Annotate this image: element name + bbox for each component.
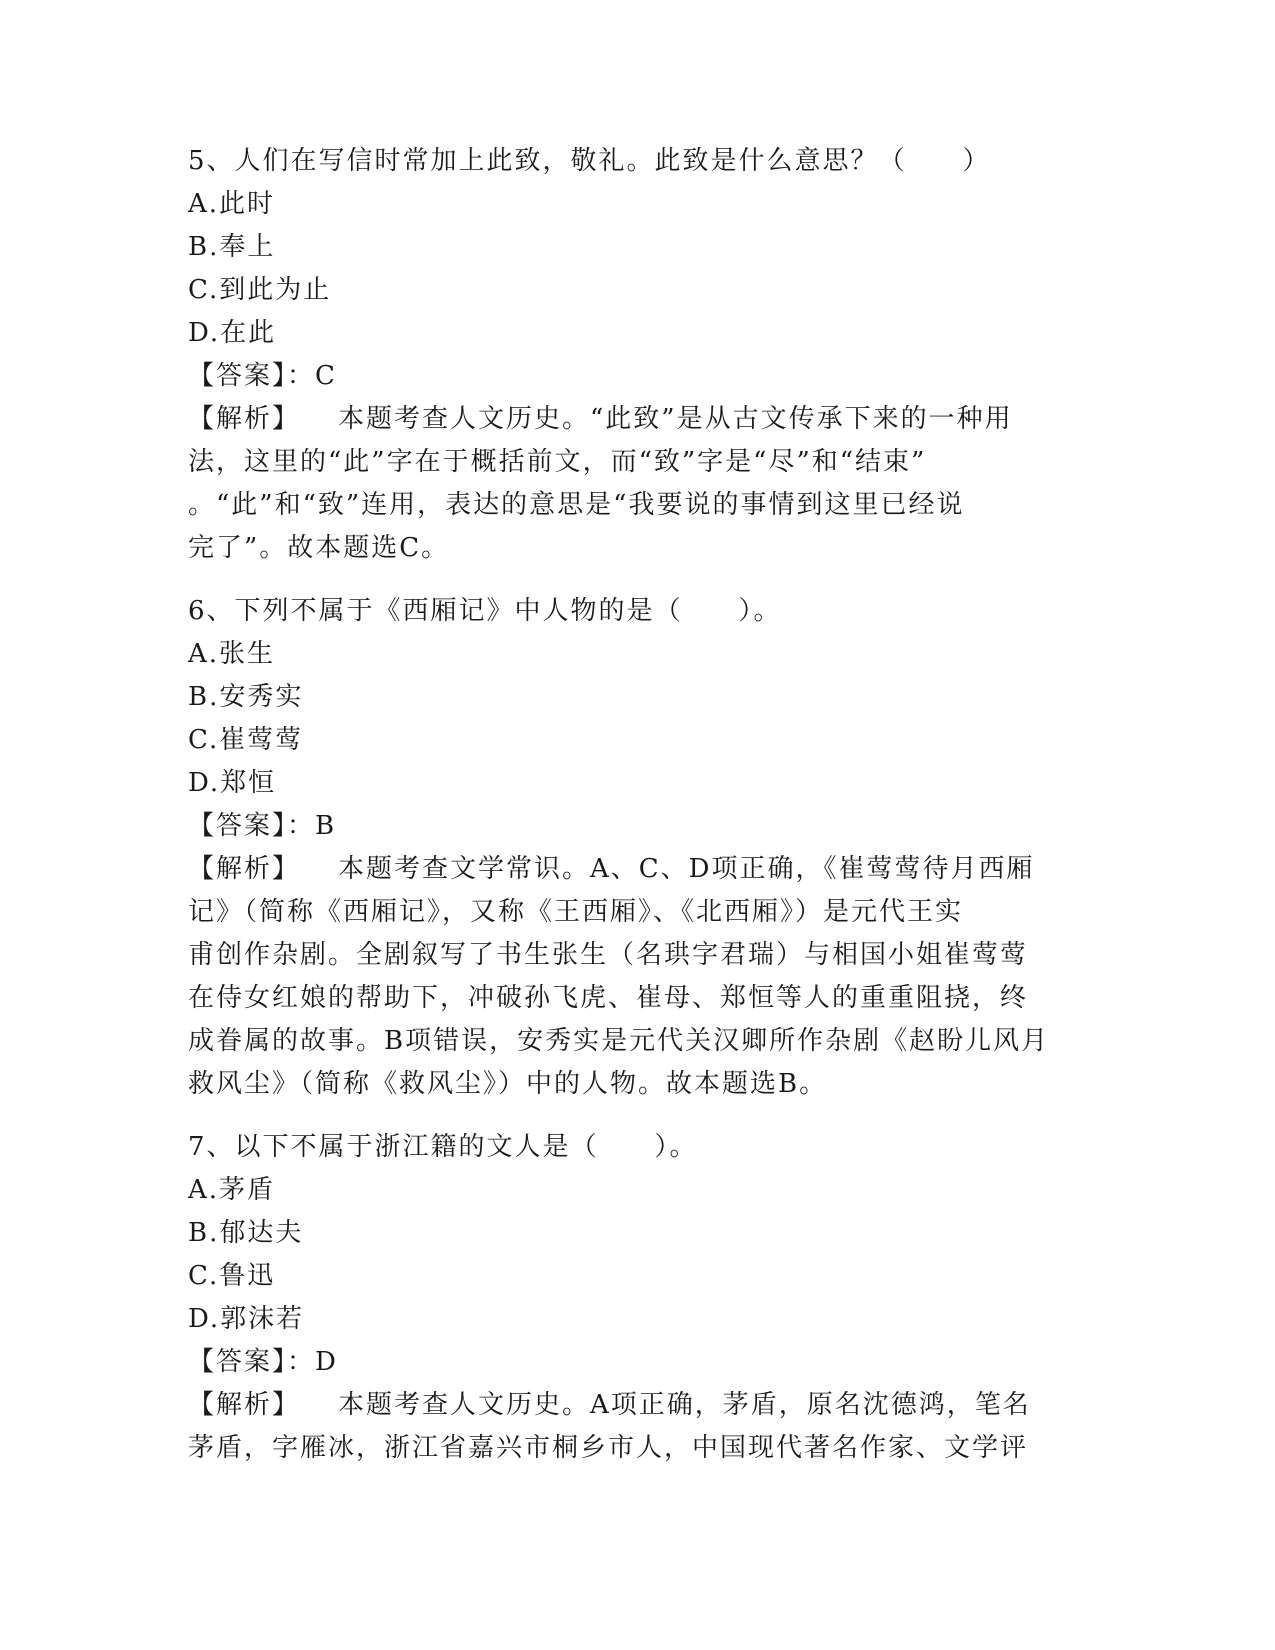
analysis-line: 完了”。故本题选C。 (188, 533, 450, 563)
analysis-line (188, 1384, 1088, 1427)
analysis-line: 记》（简称《西厢记》，又称《王西厢》、《北西厢》）是元代王实 (188, 897, 964, 927)
analysis-line: 。“此”和“致”连用，表达的意思是“我要说的事情到这里已经说 (188, 490, 965, 520)
analysis-line: 法，这里的“此”字在于概括前文，而“致”字是“尽”和“结束” (188, 447, 927, 477)
option-c: C.到此为止 (188, 275, 332, 305)
option-a: A.茅盾 (188, 1175, 276, 1205)
analysis-line (188, 848, 1088, 891)
option-c: C.鲁迅 (188, 1261, 276, 1291)
option-b: B.奉上 (188, 232, 276, 262)
option-a: A.张生 (188, 639, 276, 669)
analysis-line: 甫创作杂剧。全剧叙写了书生张生（名珙字君瑞）与相国小姐崔莺莺 (188, 940, 1029, 970)
document-page (188, 140, 1088, 1470)
question-block (188, 590, 1088, 1106)
analysis-line: 茅盾，字雁冰，浙江省嘉兴市桐乡市人，中国现代著名作家、文学评 (188, 1433, 1029, 1463)
analysis-line: 救风尘》（简称《救风尘》）中的人物。故本题选B。 (188, 1069, 828, 1099)
question-block (188, 140, 1088, 570)
analysis-line: 在侍女红娘的帮助下，冲破孙飞虎、崔母、郑恒等人的重重阻挠，终 (188, 983, 1029, 1013)
option-b: B.郁达夫 (188, 1218, 304, 1248)
option-c: C.崔莺莺 (188, 725, 304, 755)
analysis-line: 成眷属的故事。B项错误，安秀实是元代关汉卿所作杂剧《赵盼儿风月 (188, 1026, 1050, 1056)
option-d: D.郑恒 (188, 768, 277, 798)
analysis-label: 【解析】 (188, 1390, 301, 1420)
analysis-label: 【解析】 (188, 404, 301, 434)
analysis-text: 本题考查文学常识。A、C、D项正确，《崔莺莺待月西厢 (338, 854, 1035, 884)
option-b: B.安秀实 (188, 682, 304, 712)
option-a: A.此时 (188, 189, 276, 219)
question-stem: 5、人们在写信时常加上此致，敬礼。此致是什么意思？（ ） (188, 146, 991, 176)
question-stem: 6、下列不属于《西厢记》中人物的是（ ）。 (188, 596, 782, 626)
question-stem: 7、以下不属于浙江籍的文人是（ ）。 (188, 1132, 698, 1162)
question-block (188, 1126, 1088, 1470)
answer-line: 【答案】：B (188, 811, 337, 841)
analysis-text: 本题考查人文历史。“此致”是从古文传承下来的一种用 (338, 404, 1013, 434)
analysis-label: 【解析】 (188, 854, 301, 884)
answer-line: 【答案】：D (188, 1347, 338, 1377)
answer-line: 【答案】：C (188, 361, 337, 391)
analysis-line (188, 398, 1088, 441)
analysis-text: 本题考查人文历史。A项正确，茅盾，原名沈德鸿，笔名 (338, 1390, 1031, 1420)
option-d: D.在此 (188, 318, 277, 348)
option-d: D.郭沫若 (188, 1304, 305, 1334)
